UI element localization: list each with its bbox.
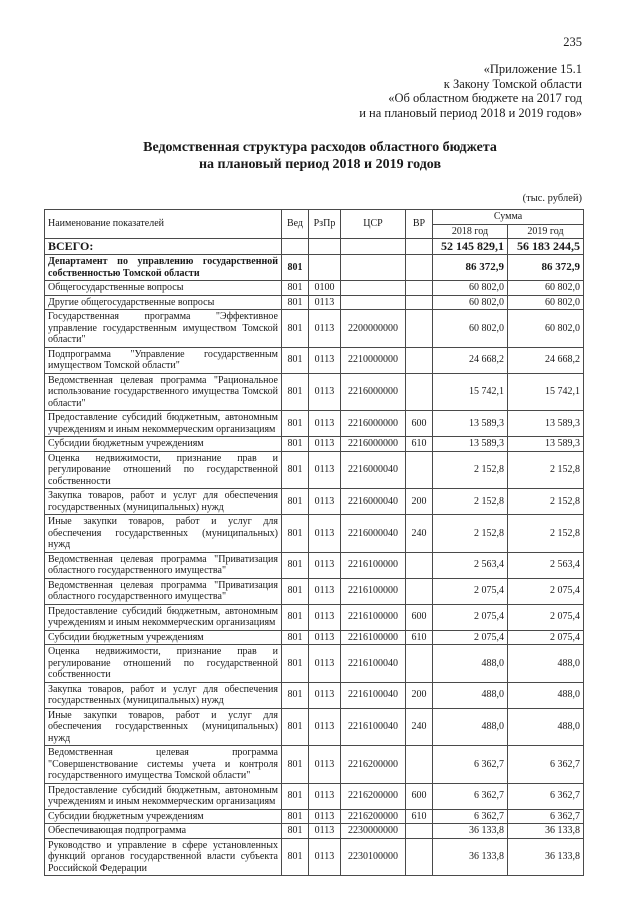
row-amount-2018: 488,0 <box>433 708 508 746</box>
row-ved: 801 <box>282 604 309 630</box>
table-row <box>45 347 584 373</box>
page-number: 235 <box>563 35 582 49</box>
row-csr: 2216200000 <box>341 783 406 809</box>
row-csr: 2216000040 <box>341 515 406 553</box>
row-rzpr: 0113 <box>309 373 341 411</box>
row-amount-2019: 13 589,3 <box>508 437 584 452</box>
row-ved: 801 <box>282 824 309 839</box>
row-ved: 801 <box>282 838 309 876</box>
row-amount-2018: 13 589,3 <box>433 411 508 437</box>
row-vr <box>406 451 433 489</box>
header-csr: ЦСР <box>341 210 406 239</box>
table-row <box>45 708 584 746</box>
row-ved: 801 <box>282 578 309 604</box>
table-row <box>45 310 584 348</box>
row-vr <box>406 281 433 296</box>
row-ved: 801 <box>282 373 309 411</box>
row-vr <box>406 645 433 683</box>
row-rzpr: 0113 <box>309 451 341 489</box>
row-csr: 2216000040 <box>341 451 406 489</box>
header-row <box>45 210 584 225</box>
table-row <box>45 746 584 784</box>
row-csr: 2216200000 <box>341 746 406 784</box>
row-vr: 600 <box>406 783 433 809</box>
row-csr: 2216100000 <box>341 630 406 645</box>
table-row <box>45 645 584 683</box>
row-vr: 240 <box>406 708 433 746</box>
row-amount-2019: 2 152,8 <box>508 451 584 489</box>
row-csr: 2216100040 <box>341 645 406 683</box>
row-name: Департамент по управлению государственной собственностью Томской области <box>45 255 282 281</box>
row-name: Предоставление субсидий бюджетным, автономным учреждениям и иным некоммерческим организациям <box>45 411 282 437</box>
row-amount-2018: 24 668,2 <box>433 347 508 373</box>
table-row <box>45 489 584 515</box>
row-amount-2018: 2 075,4 <box>433 604 508 630</box>
header-sum: Сумма <box>433 210 584 225</box>
row-rzpr: 0113 <box>309 515 341 553</box>
row-amount-2019: 6 362,7 <box>508 783 584 809</box>
row-name: Предоставление субсидий бюджетным, автономным учреждениям и иным некоммерческим организациям <box>45 783 282 809</box>
row-rzpr: 0113 <box>309 347 341 373</box>
row-amount-2019: 24 668,2 <box>508 347 584 373</box>
row-amount-2019: 60 802,0 <box>508 310 584 348</box>
row-amount-2019: 488,0 <box>508 682 584 708</box>
table-row <box>45 783 584 809</box>
row-amount-2019: 2 075,4 <box>508 604 584 630</box>
row-amount-2018: 60 802,0 <box>433 281 508 296</box>
row-vr <box>406 255 433 281</box>
row-csr: 2200000000 <box>341 310 406 348</box>
row-ved: 801 <box>282 411 309 437</box>
row-amount-2018: 36 133,8 <box>433 824 508 839</box>
row-csr <box>341 295 406 310</box>
row-amount-2019: 2 075,4 <box>508 630 584 645</box>
row-rzpr: 0113 <box>309 838 341 876</box>
row-name: Закупка товаров, работ и услуг для обеспечения государственных (муниципальных) нужд <box>45 489 282 515</box>
row-amount-2018: 36 133,8 <box>433 838 508 876</box>
row-csr <box>341 255 406 281</box>
row-rzpr: 0113 <box>309 437 341 452</box>
row-ved: 801 <box>282 295 309 310</box>
row-ved: 801 <box>282 515 309 553</box>
row-rzpr: 0113 <box>309 783 341 809</box>
row-amount-2018: 2 152,8 <box>433 451 508 489</box>
appendix-line: и на плановый период 2018 и 2019 годов» <box>359 105 582 120</box>
row-amount-2018: 86 372,9 <box>433 255 508 281</box>
header-2019: 2019 год <box>508 224 584 239</box>
table-row <box>45 295 584 310</box>
row-amount-2018: 13 589,3 <box>433 437 508 452</box>
row-name: Субсидии бюджетным учреждениям <box>45 809 282 824</box>
row-name: Иные закупки товаров, работ и услуг для обеспечения государственных (муниципальных) нужд <box>45 515 282 553</box>
row-rzpr: 0113 <box>309 310 341 348</box>
row-name: Ведомственная целевая программа "Приватизация областного государственного имущества" <box>45 552 282 578</box>
total-label: ВСЕГО: <box>45 239 282 255</box>
row-name: Обеспечивающая подпрограмма <box>45 824 282 839</box>
row-vr <box>406 347 433 373</box>
row-rzpr: 0113 <box>309 809 341 824</box>
row-amount-2019: 6 362,7 <box>508 746 584 784</box>
row-vr: 200 <box>406 682 433 708</box>
row-vr <box>406 578 433 604</box>
row-amount-2018: 60 802,0 <box>433 310 508 348</box>
table-row <box>45 552 584 578</box>
row-amount-2018: 15 742,1 <box>433 373 508 411</box>
row-amount-2018: 6 362,7 <box>433 746 508 784</box>
table-row <box>45 809 584 824</box>
row-name: Субсидии бюджетным учреждениям <box>45 630 282 645</box>
row-csr: 2216000000 <box>341 437 406 452</box>
row-rzpr: 0113 <box>309 578 341 604</box>
row-name: Иные закупки товаров, работ и услуг для обеспечения государственных (муниципальных) нужд <box>45 708 282 746</box>
row-csr: 2230000000 <box>341 824 406 839</box>
row-ved: 801 <box>282 708 309 746</box>
row-ved: 801 <box>282 281 309 296</box>
budget-table <box>44 209 584 876</box>
row-name: Ведомственная целевая программа "Приватизация областного государственного имущества" <box>45 578 282 604</box>
units-label: (тыс. рублей) <box>522 193 582 204</box>
table-row <box>45 838 584 876</box>
row-amount-2019: 2 563,4 <box>508 552 584 578</box>
table-row <box>45 255 584 281</box>
row-ved: 801 <box>282 451 309 489</box>
row-ved: 801 <box>282 630 309 645</box>
row-amount-2019: 60 802,0 <box>508 295 584 310</box>
table-row <box>45 824 584 839</box>
row-rzpr: 0113 <box>309 552 341 578</box>
table-row <box>45 451 584 489</box>
header-name: Наименование показателей <box>45 210 282 239</box>
row-csr: 2216000000 <box>341 373 406 411</box>
row-ved: 801 <box>282 645 309 683</box>
row-rzpr: 0100 <box>309 281 341 296</box>
appendix-reference <box>359 62 582 120</box>
row-vr <box>406 838 433 876</box>
row-ved: 801 <box>282 682 309 708</box>
table-row <box>45 604 584 630</box>
row-name: Предоставление субсидий бюджетным, автономным учреждениям и иным некоммерческим организациям <box>45 604 282 630</box>
row-amount-2019: 2 152,8 <box>508 489 584 515</box>
row-vr: 240 <box>406 515 433 553</box>
table-row <box>45 411 584 437</box>
header-2018: 2018 год <box>433 224 508 239</box>
table-row <box>45 281 584 296</box>
document-title <box>0 139 640 173</box>
row-amount-2019: 60 802,0 <box>508 281 584 296</box>
row-csr <box>341 281 406 296</box>
row-csr: 2216100000 <box>341 604 406 630</box>
row-name: Ведомственная целевая программа "Рациональное использование государственного имущества Томской области" <box>45 373 282 411</box>
total-row <box>45 239 584 255</box>
row-amount-2018: 60 802,0 <box>433 295 508 310</box>
row-vr <box>406 373 433 411</box>
row-csr: 2216200000 <box>341 809 406 824</box>
row-vr: 610 <box>406 809 433 824</box>
row-vr <box>406 310 433 348</box>
row-ved: 801 <box>282 783 309 809</box>
row-vr: 200 <box>406 489 433 515</box>
row-name: Другие общегосударственные вопросы <box>45 295 282 310</box>
row-amount-2018: 488,0 <box>433 682 508 708</box>
header-rzpr: РзПр <box>309 210 341 239</box>
row-amount-2019: 488,0 <box>508 708 584 746</box>
row-ved: 801 <box>282 552 309 578</box>
row-name: Оценка недвижимости, признание прав и регулирование отношений по государственной собственности <box>45 645 282 683</box>
appendix-line: «Об областном бюджете на 2017 год <box>388 91 582 105</box>
row-csr: 2210000000 <box>341 347 406 373</box>
title-line: Ведомственная структура расходов областного бюджета <box>143 140 497 155</box>
row-ved: 801 <box>282 347 309 373</box>
row-csr: 2230100000 <box>341 838 406 876</box>
row-vr <box>406 552 433 578</box>
row-rzpr: 0113 <box>309 411 341 437</box>
row-vr: 600 <box>406 411 433 437</box>
title-line: на плановый период 2018 и 2019 годов <box>198 157 442 172</box>
total-2018: 52 145 829,1 <box>433 239 508 255</box>
row-amount-2018: 488,0 <box>433 645 508 683</box>
row-csr: 2216100000 <box>341 578 406 604</box>
row-ved: 801 <box>282 809 309 824</box>
row-amount-2019: 2 152,8 <box>508 515 584 553</box>
table-row <box>45 682 584 708</box>
row-ved: 801 <box>282 746 309 784</box>
row-name: Руководство и управление в сфере установленных функций органов государственной власти субъекта Российской Федерации <box>45 838 282 876</box>
row-amount-2018: 6 362,7 <box>433 809 508 824</box>
row-ved: 801 <box>282 310 309 348</box>
row-ved: 801 <box>282 437 309 452</box>
row-vr: 600 <box>406 604 433 630</box>
row-rzpr: 0113 <box>309 708 341 746</box>
total-2019: 56 183 244,5 <box>508 239 584 255</box>
row-ved: 801 <box>282 489 309 515</box>
row-name: Субсидии бюджетным учреждениям <box>45 437 282 452</box>
row-csr: 2216100040 <box>341 682 406 708</box>
row-vr: 610 <box>406 630 433 645</box>
row-amount-2019: 488,0 <box>508 645 584 683</box>
row-amount-2018: 2 563,4 <box>433 552 508 578</box>
row-amount-2018: 6 362,7 <box>433 783 508 809</box>
row-rzpr: 0113 <box>309 489 341 515</box>
row-amount-2019: 36 133,8 <box>508 838 584 876</box>
row-name: Подпрограмма "Управление государственным имуществом Томской области" <box>45 347 282 373</box>
table-row <box>45 578 584 604</box>
row-amount-2019: 2 075,4 <box>508 578 584 604</box>
row-name: Ведомственная целевая программа "Совершенствование системы учета и контроля государственного имущества Томской области" <box>45 746 282 784</box>
appendix-line: к Закону Томской области <box>443 76 582 91</box>
row-rzpr: 0113 <box>309 645 341 683</box>
row-vr: 610 <box>406 437 433 452</box>
row-csr: 2216000040 <box>341 489 406 515</box>
row-rzpr: 0113 <box>309 630 341 645</box>
row-amount-2019: 36 133,8 <box>508 824 584 839</box>
row-name: Оценка недвижимости, признание прав и регулирование отношений по государственной собственности <box>45 451 282 489</box>
row-vr <box>406 824 433 839</box>
row-csr: 2216100000 <box>341 552 406 578</box>
table-row <box>45 437 584 452</box>
table-row <box>45 373 584 411</box>
row-rzpr <box>309 255 341 281</box>
row-rzpr: 0113 <box>309 746 341 784</box>
row-vr <box>406 746 433 784</box>
row-vr <box>406 295 433 310</box>
row-ved: 801 <box>282 255 309 281</box>
header-ved: Вед <box>282 210 309 239</box>
row-amount-2018: 2 075,4 <box>433 578 508 604</box>
row-name: Закупка товаров, работ и услуг для обеспечения государственных (муниципальных) нужд <box>45 682 282 708</box>
row-name: Общегосударственные вопросы <box>45 281 282 296</box>
row-csr: 2216000000 <box>341 411 406 437</box>
row-amount-2018: 2 075,4 <box>433 630 508 645</box>
header-vr: ВР <box>406 210 433 239</box>
table-row <box>45 630 584 645</box>
row-amount-2019: 6 362,7 <box>508 809 584 824</box>
table-row <box>45 515 584 553</box>
row-csr: 2216100040 <box>341 708 406 746</box>
row-amount-2018: 2 152,8 <box>433 489 508 515</box>
row-amount-2019: 15 742,1 <box>508 373 584 411</box>
row-rzpr: 0113 <box>309 604 341 630</box>
row-rzpr: 0113 <box>309 295 341 310</box>
row-rzpr: 0113 <box>309 824 341 839</box>
row-amount-2018: 2 152,8 <box>433 515 508 553</box>
row-amount-2019: 86 372,9 <box>508 255 584 281</box>
appendix-line: «Приложение 15.1 <box>483 62 582 76</box>
row-name: Государственная программа "Эффективное управление государственным имуществом Томской области" <box>45 310 282 348</box>
row-rzpr: 0113 <box>309 682 341 708</box>
row-amount-2019: 13 589,3 <box>508 411 584 437</box>
